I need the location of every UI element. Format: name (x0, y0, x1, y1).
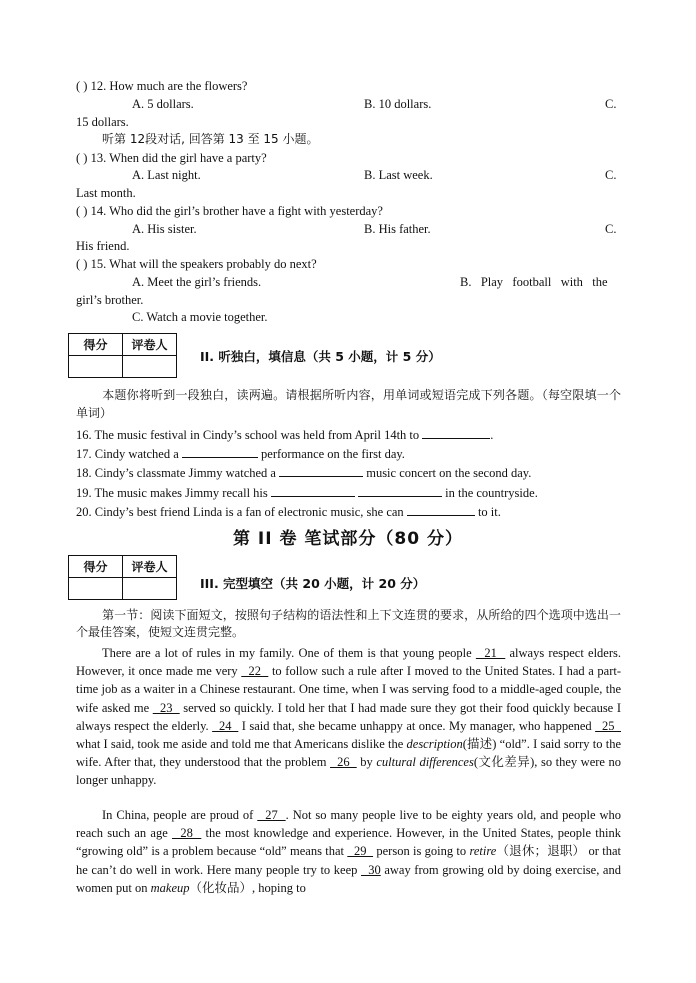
score-cell (69, 356, 123, 378)
q14-option-c-text: His friend. (76, 239, 130, 253)
blank-22: 22 (241, 664, 269, 679)
grader-label: 评卷人 (123, 334, 177, 356)
blank-23: 23 (152, 700, 180, 715)
q15-option-b: B. Play football with the (460, 275, 608, 289)
q12-option-c-text: 15 dollars. (76, 115, 129, 129)
q12-option-b: B. 10 dollars. (364, 97, 432, 111)
score-cell (69, 578, 123, 600)
question-16: 16. The music festival in Cindy’s school was held from April 14th to . (76, 428, 494, 442)
score-label: 得分 (69, 334, 123, 356)
blank-24: 24 (212, 718, 239, 733)
blank-21: 21 (475, 646, 506, 660)
score-box-section-2 (68, 333, 177, 378)
question-17: 17. Cindy watched a performance on the first day. (76, 447, 405, 461)
question-13-stem: ( ) 13. When did the girl have a party? (76, 151, 267, 165)
listening-instruction: 听第 12段对话, 回答第 13 至 15 小题。 (102, 132, 319, 146)
q15-option-c: C. Watch a movie together. (132, 310, 268, 324)
q14-option-c: C. (605, 222, 617, 236)
q15-option-a: A. Meet the girl’s friends. (132, 275, 262, 289)
question-14-stem: ( ) 14. Who did the girl’s brother have a fight with yesterday? (76, 204, 383, 218)
question-18: 18. Cindy’s classmate Jimmy watched a music concert on the second day. (76, 466, 532, 480)
question-19: 19. The music makes Jimmy recall his in the countryside. (76, 486, 538, 500)
grader-label: 评卷人 (123, 556, 177, 578)
section-3-intro: 第一节：阅读下面短文，按照句子结构的语法性和上下文连贯的要求，从所给的四个选项中选出一个最佳答案，使短文连贯完整。 (76, 608, 621, 639)
blank-25: 25 (595, 718, 622, 733)
q14-option-b: B. His father. (364, 222, 431, 236)
section-2-intro: 本题你将听到一段独白，读两遍。请根据所听内容，用单词或短语完成下列各题。（每空限填一个单词） (76, 388, 621, 420)
cloze-paragraph-1: There are a lot of rules in my family. One of them is that young people 21 always respect elders. However, it once made me very 22 to follow such a rule after I moved to the United States. I had a part-time job as a waiter in a Chinese restaurant. One time, when I was serving food to a middle-aged couple, the wife asked me 23 served so quickly. I told her that I had made sure they got their food quickly because I always respect the elderly. 24 I said that, she became unhappy at once. My manager, who happened 25 what I said, took me aside and told me that Americans dislike the description(描述) “old”. I said sorry to the wife. After that, they understood that the problem 26 by cultural differences(文化差异), so they were no longer unhappy. (76, 646, 622, 788)
blank-27: 27 (257, 808, 286, 822)
score-box-section-3 (68, 555, 177, 600)
section-2-title: II. 听独白，填信息（共 5 小题，计 5 分） (200, 349, 441, 364)
question-15-stem: ( ) 15. What will the speakers probably do next? (76, 257, 317, 271)
q14-option-a: A. His sister. (132, 222, 197, 236)
q13-option-c-text: Last month. (76, 186, 136, 200)
blank-30: 30 (361, 862, 381, 877)
q13-option-a: A. Last night. (132, 168, 201, 182)
blank-29: 29 (347, 844, 374, 859)
question-20: 20. Cindy’s best friend Linda is a fan of electronic music, she can to it. (76, 505, 501, 519)
q12-option-a: A. 5 dollars. (132, 97, 194, 111)
grader-cell (123, 356, 177, 378)
section-3-title: III. 完型填空（共 20 小题，计 20 分） (200, 576, 426, 591)
q13-option-b: B. Last week. (364, 168, 433, 182)
question-12-stem: ( ) 12. How much are the flowers? (76, 79, 248, 93)
volume-2-title: 第 II 卷 笔试部分（80 分） (233, 529, 463, 549)
cloze-paragraph-2: In China, people are proud of 27 . Not so many people live to be eighty years old, and people who reach such an age 28 the most knowledge and experience. However, in the United States, people think “growing old” is a problem because “old” means that 29 person is going to retire（退休；退职） or that he can’t do well in work. Here many people try to keep 30 away from growing old by doing exercise, and women put on makeup（化妆品）, hoping to (76, 808, 622, 895)
grader-cell (123, 578, 177, 600)
q12-option-c: C. (605, 97, 617, 111)
q15-option-b-text: girl’s brother. (76, 293, 144, 307)
blank-26: 26 (330, 755, 357, 770)
q13-option-c: C. (605, 168, 617, 182)
score-label: 得分 (69, 556, 123, 578)
blank-28: 28 (171, 826, 202, 841)
